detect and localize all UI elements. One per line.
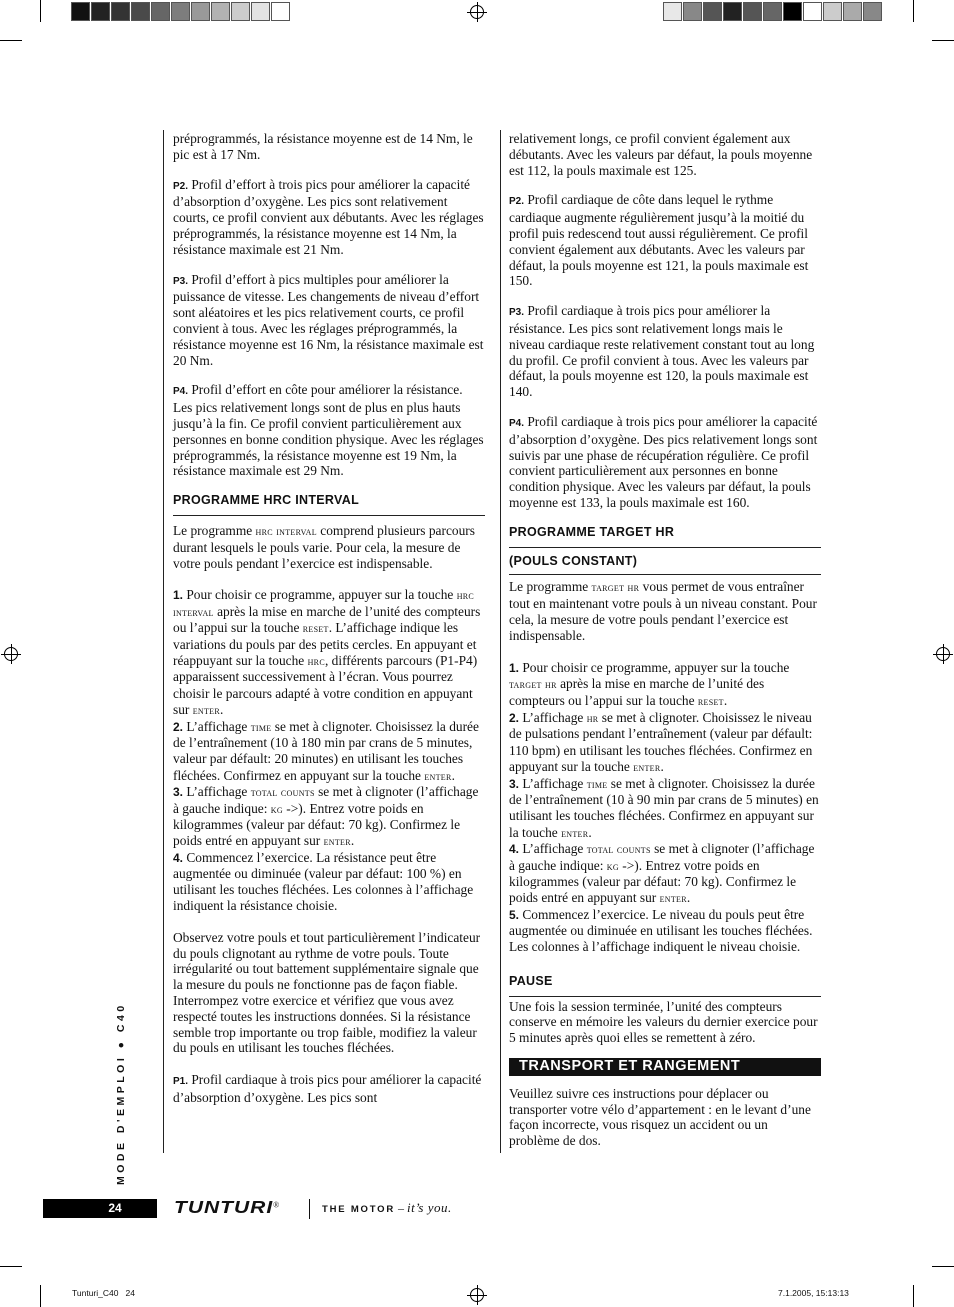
section-heading-target-hr: PROGRAMME TARGET HR (509, 524, 675, 539)
brand-divider (309, 1199, 310, 1219)
heading-rule (173, 515, 485, 516)
paragraph-intro: Le programme target hr vous permet de vous entraîner tout en maintenant votre pouls à un niveau constant. Pour cela, la mesure de votre pouls pendant l’exercice est indispensable. (509, 579, 817, 643)
paragraph-p2: P2. Profil d’effort à trois pics pour améliorer la capacité d’absorption d’oxygène. Les pics sont relativement courts, ce profil convient aux débutants. Avec les réglages préprogrammés, la résistance moyenne est 14 Nm, la résistance maximale est 21 Nm. (173, 176, 484, 257)
paragraph-p4: P4. Profil d’effort en côte pour améliorer la résistance. Les pics relativement longs sont de plus en plus hauts jusqu’à la fin. Ce profil convient particulièrement aux personnes en bonne condition physique. Avec les réglages préprogrammés, la résistance moyenne est 19 Nm, la résistance maximale est 29 Nm. (173, 382, 484, 479)
heading-rule (509, 547, 821, 548)
paragraph-observe: Observez votre pouls et tout particulièrement l’indicateur du pouls clignotant au rythme de votre pouls. Toute irrégularité ou tout battement supplémentaire signale que la mesure du pouls ne fonctionne pas de façon fiable. Interrompez votre exercice et vérifiez que vous avez respecté toutes les instructions données. Si la résistance semble trop importante ou trop faible, modifiez la valeur du pouls en utilisant les touches fléchées. (173, 929, 481, 1056)
paragraph-p2: P2. Profil cardiaque de côte dans lequel le rythme cardiaque augmente régulièrement jusqu’à la moitié du profil puis redescend tout aussi régulièrement. Ce profil convient également aux débutants. Avec les valeurs par défaut, la pouls moyenne est 121, la pouls maximale est 150. (509, 192, 809, 289)
brand (174, 1196, 279, 1222)
page-number: 24 (108, 1201, 122, 1215)
section-heading-pause: PAUSE (509, 973, 553, 988)
paragraph: relativement longs, ce profil convient également aux débutants. Avec les valeurs par défaut, la pouls moyenne est 112, la pouls maximale est 125. (509, 131, 813, 178)
section-heading-hrc-interval: PROGRAMME HRC INTERVAL (173, 493, 360, 508)
column-divider-left (163, 130, 164, 1153)
section-heading-transport: TRANSPORT ET RANGEMENT (509, 1058, 821, 1076)
step-1: 1. Pour choisir ce programme, appuyer sur la touche target hr après la mise en marche de l’unité des compteurs ou l’appui sur la touche reset. (509, 659, 790, 709)
profile-key: P4. (173, 386, 189, 398)
left-column (173, 131, 485, 1120)
heading-rule (509, 574, 821, 575)
step-5: 5. Commencez l’exercice. Le niveau du pouls peut être augmentée ou diminuée en utilisant les touches fléchées. Les colonnes à l’affichage indiquent le niveau choisie. (509, 906, 813, 954)
tunturi-logo: TUNTURI (174, 1197, 274, 1218)
registration-mark-icon (470, 1288, 484, 1302)
paragraph-pause: Une fois la session terminée, l’unité des compteurs conserve en mémoire les valeurs du dernier exercice pour 5 minutes après quoi elles se remettent à zéro. (509, 998, 818, 1046)
step-1: 1. Pour choisir ce programme, appuyer sur la touche hrc interval après la mise en marche de l’unité des compteurs ou l’appui sur la touche reset. L’affichage indique les variations du pouls par des petits cercles. En appuyant et réappuyant sur la touche hrc, différents parcours (P1-P4) apparaissent successivement à l’écran. Vous pourrez choisir le parcours adapté à votre condition en appuyant sur enter. (173, 587, 481, 718)
paragraph-p3: P3. Profil cardiaque à trois pics pour améliorer la résistance. Les pics sont relativement longs mais le niveau cardiaque reste relativement constant tout au long du profil. Ce profil convient à tous. Avec les valeurs par défaut, la pouls moyenne est 120, la pouls maximale est 140. (509, 303, 815, 400)
paragraph-p4: P4. Profil cardiaque à trois pics pour améliorer la capacité d’absorption d’oxygène. Des pics relativement longs sont suivis par une phase de récupération régulière. Ce profil convient particulièrement aux personnes en bonne condition physique. Avec les valeurs par défaut, la pouls moyenne est 133, la pouls maximale est 160. (509, 413, 818, 510)
print-info-right: 7.1.2005, 15:13:13 (778, 1288, 849, 1298)
registration-mark-icon (4, 647, 18, 661)
step-3: 3. L’affichage total counts se met à clignoter (l’affichage à gauche indique: kg ->). Entrez votre poids en kilogrammes (valeur par défaut: 70 kg). Confirmez le poids entré en appuyant sur enter. (173, 784, 479, 849)
registration-mark-icon (936, 647, 950, 661)
paragraph-transport: Veuillez suivre ces instructions pour déplacer ou transporter votre vélo d’appartement : en le levant d’une façon incorrecte, vous risquez un accident ou un problème de dos. (509, 1085, 811, 1149)
step-4: 4. L’affichage total counts se met à clignoter (l’affichage à gauche indique: kg ->). Entrez votre poids en kilogrammes (valeur par défaut: 70 kg). Confirmez le poids entré en appuyant sur enter. (509, 841, 815, 906)
profile-key: P3. (173, 275, 189, 287)
profile-key: P3. (509, 307, 525, 319)
step-3: 3. L’affichage time se met à clignoter. Choisissez la durée de l’entraînement (10 à 90 min par crans de 5 minutes) en utilisant les touches fléchées. Confirmez en appuyant sur la touche enter. (509, 775, 819, 840)
right-column (509, 131, 821, 1163)
print-info-left: Tunturi_C40 24 (72, 1288, 135, 1298)
step-2: 2. L’affichage time se met à clignoter. Choisissez la durée de l’entraînement (10 à 180 min par crans de 5 minutes, valeur par défault: 20 minutes) en utilisant les touches fléchées. Confirmez en appuyant sur la touche enter. (173, 718, 479, 783)
profile-key: P2. (509, 196, 525, 208)
step-2: 2. L’affichage hr se met à clignoter. Choisissez le niveau de pulsations pendant l’entraînement (valeur par défault: 110 bpm) en utilisant les touches fléchées. Confirmez en appuyant sur la touche enter. (509, 709, 813, 775)
profile-key: P1. (173, 1076, 189, 1088)
brand-tagline: THE MOTOR – it’s you. (322, 1200, 452, 1215)
registration-mark-icon (470, 5, 484, 19)
side-label: MODE D'EMPLOI ● C40 (115, 1002, 127, 1185)
paragraph-intro: Le programme hrc interval comprend plusieurs parcours durant lesquels le pouls varie. Pour cela, la mesure de votre pouls pendant l’exercice est indispensable. (173, 522, 475, 571)
paragraph: préprogrammés, la résistance moyenne est de 14 Nm, le pic est à 17 Nm. (173, 131, 473, 162)
step-4: 4. Commencez l’exercice. La résistance peut être augmentée ou diminuée (valeur par défaut: 100 %) en utilisant les touches fléchées. Les colonnes à l’affichage indiquent la résistance choisie. (173, 849, 474, 913)
column-divider-middle (500, 130, 501, 1153)
profile-key: P2. (173, 180, 189, 192)
profile-key: P4. (509, 417, 525, 429)
section-subheading-pouls-constant: (POULS CONSTANT) (509, 553, 638, 568)
registered-mark: ® (273, 1200, 280, 1210)
heading-rule (509, 996, 821, 997)
paragraph-p3: P3. Profil d’effort à pics multiples pour améliorer la puissance de vitesse. Les changements de niveau d’effort sont aléatoires et les pics relativement courts, ce profil convient à tous. Avec les réglages préprogrammés, la résistance moyenne est 16 Nm, la résistance maximale est 20 Nm. (173, 271, 484, 368)
paragraph-p1: P1. Profil cardiaque à trois pics pour améliorer la capacité d’absorption d’oxygène. Les pics sont (173, 1072, 482, 1105)
